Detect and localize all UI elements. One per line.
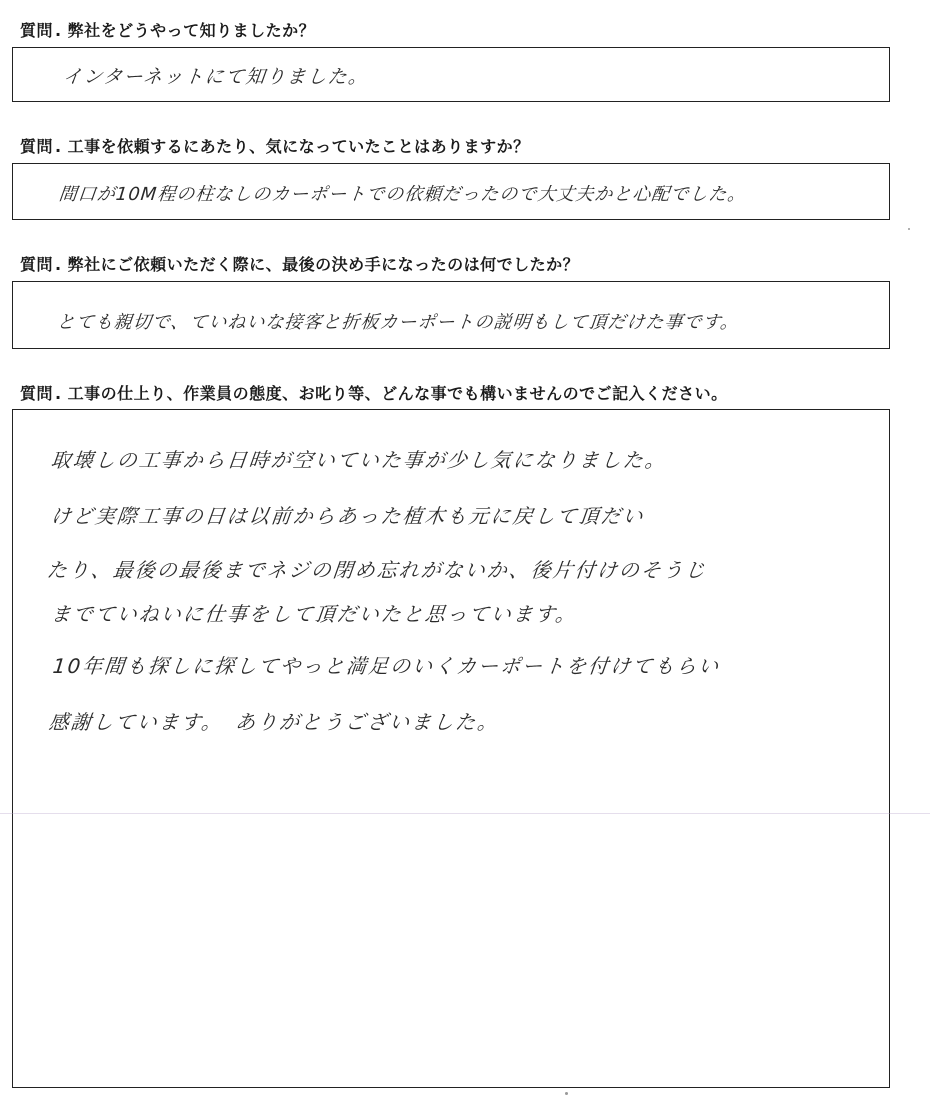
- question-4-text: 工事の仕上り、作業員の態度、お叱り等、どんな事でも構いませんのでご記入ください。: [67, 384, 728, 403]
- answer-4-line-5: 10年間も探しに探してやっと満足のいくカーポートを付けてもらい: [51, 654, 722, 678]
- question-1-text: 弊社をどうやって知りましたか？: [67, 21, 316, 40]
- answer-4-line-3: たり、最後の最後までネジの閉め忘れがないか、後片付けのそうじ: [45, 558, 709, 582]
- question-2-text: 工事を依頼するにあたり、気になっていたことはありますか？: [67, 137, 530, 156]
- answer-2-box: [12, 163, 890, 220]
- question-3-heading: 質問 . 弊社にご依頼いただく際に、最後の決め手になったのは何でしたか？: [20, 255, 580, 274]
- answer-4-line-1: 取壊しの工事から日時が空いていた事が少し気になりました。: [49, 448, 669, 472]
- question-4-label: 質問: [20, 384, 54, 403]
- question-1-heading: 質問 . 弊社をどうやって知りましたか？: [20, 21, 316, 40]
- answer-2-text: 間口が10M程の柱なしのカーポートでの依頼だったので大丈夫かと心配でした。: [57, 184, 748, 205]
- answer-1-text: インターネットにて知りました。: [61, 66, 370, 88]
- question-2-heading: 質問 . 工事を依頼するにあたり、気になっていたことはありますか？: [20, 137, 530, 156]
- question-1-label: 質問: [20, 21, 54, 40]
- answer-1-box: [12, 47, 890, 102]
- question-2-label: 質問: [20, 137, 54, 156]
- question-3-text: 弊社にご依頼いただく際に、最後の決め手になったのは何でしたか？: [67, 255, 580, 274]
- answer-4-box: [12, 409, 890, 1088]
- answer-4-line-2: けど実際工事の日は以前からあった植木も元に戻して頂だい: [49, 504, 646, 528]
- answer-3-box: [12, 281, 890, 349]
- paper-fold-line: [0, 813, 930, 814]
- question-3-label: 質問: [20, 255, 54, 274]
- answer-4-line-4: までていねいに仕事をして頂だいたと思っています。: [49, 602, 579, 626]
- scan-speck: [908, 228, 910, 230]
- question-4-heading: 質問 . 工事の仕上り、作業員の態度、お叱り等、どんな事でも構いませんのでご記入ください。: [20, 384, 728, 403]
- answer-3-text: とても親切で、ていねいな接客と折板カーポートの説明もして頂だけた事です。: [55, 312, 741, 333]
- answer-4-line-6: 感謝しています。 ありがとうございました。: [47, 710, 501, 734]
- scan-speck: [565, 1092, 568, 1095]
